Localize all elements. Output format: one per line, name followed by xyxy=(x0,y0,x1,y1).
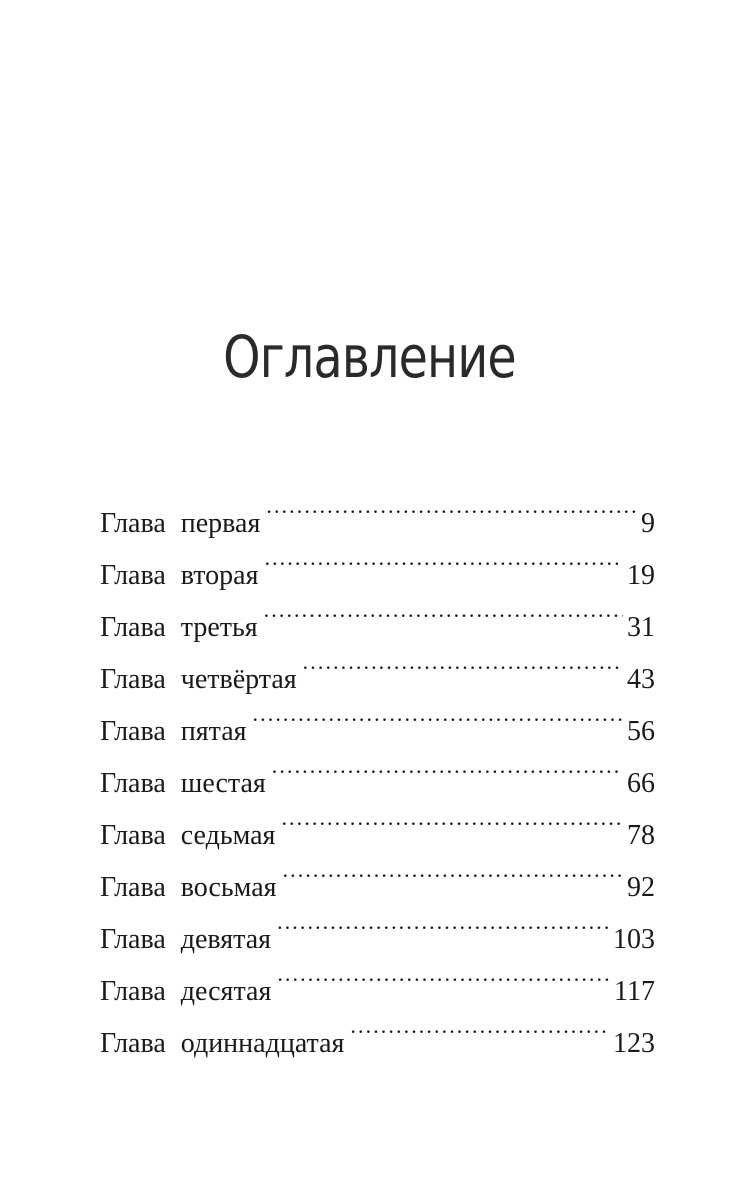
dot-leader xyxy=(303,636,623,688)
toc-entry-label: Глава вторая xyxy=(100,560,259,591)
table-of-contents xyxy=(100,480,655,1059)
dot-leader xyxy=(283,844,623,896)
dot-leader xyxy=(350,1000,609,1052)
toc-entry-label: Глава восьмая xyxy=(100,872,277,903)
toc-entry-label: Глава седьмая xyxy=(100,820,276,851)
toc-entry-page: 43 xyxy=(627,664,655,695)
dot-leader xyxy=(264,532,623,584)
dot-leader xyxy=(281,792,623,844)
toc-entry-label: Глава пятая xyxy=(100,716,247,747)
dot-leader xyxy=(253,688,623,740)
dot-leader xyxy=(277,896,609,948)
dot-leader xyxy=(264,584,623,636)
dot-leader xyxy=(266,480,637,532)
toc-entry-page: 103 xyxy=(613,924,655,955)
toc-entry-page: 117 xyxy=(614,976,655,1007)
toc-entry-label: Глава первая xyxy=(100,508,261,539)
toc-entry-label: Глава девятая xyxy=(100,924,272,955)
dot-leader xyxy=(272,740,623,792)
toc-entry-page: 56 xyxy=(627,716,655,747)
toc-entry-page: 78 xyxy=(627,820,655,851)
dot-leader xyxy=(277,948,610,1000)
toc-entry-label: Глава третья xyxy=(100,612,258,643)
toc-entry-page: 9 xyxy=(641,508,655,539)
toc-entry-label: Глава десятая xyxy=(100,976,272,1007)
toc-entry-page: 31 xyxy=(627,612,655,643)
toc-entry-page: 92 xyxy=(627,872,655,903)
toc-entry-label: Глава четвёртая xyxy=(100,664,297,695)
toc-entry-label: Глава шестая xyxy=(100,768,266,799)
page-title: Оглавление xyxy=(223,323,516,391)
toc-entry-1[interactable] xyxy=(100,480,655,539)
toc-entry-page: 123 xyxy=(613,1028,655,1059)
toc-entry-page: 19 xyxy=(627,560,655,591)
toc-entry-page: 66 xyxy=(627,768,655,799)
toc-entry-label: Глава одиннадцатая xyxy=(100,1028,345,1059)
